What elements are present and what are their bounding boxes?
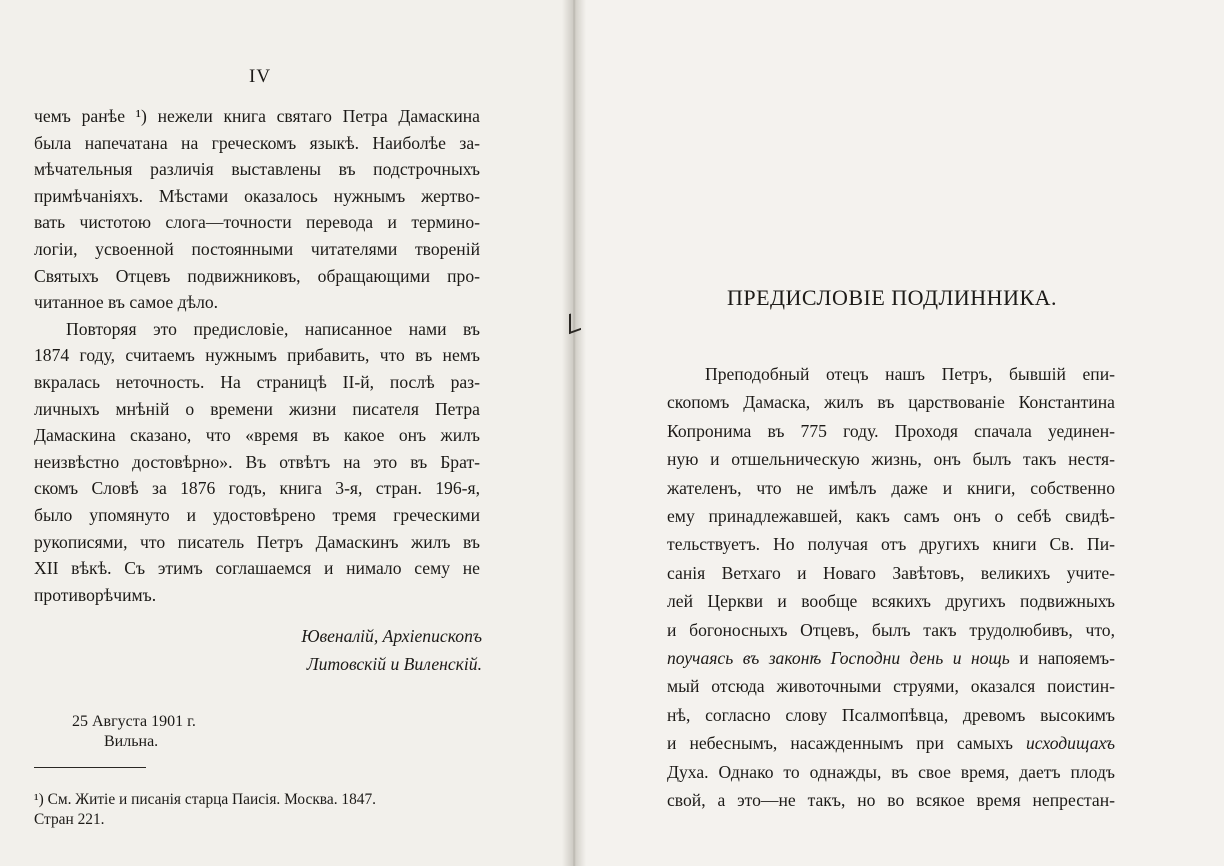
text-line: было упомянуто и удостовѣрено тремя греческими [34, 504, 480, 525]
footnote-text: См. Житіе и писанія старца Паисія. Москва. 1847. [47, 791, 377, 808]
text-line: Дамаскина сказано, что «время въ какое онъ жилъ [34, 425, 480, 446]
text-line: ему принадлежавшей, какъ самъ онъ о себѣ свидѣ- [667, 506, 1115, 527]
text-line: неизвѣстно достовѣрно». Въ отвѣтъ на это въ Брат- [34, 451, 480, 472]
text-line: лей Церкви и вообще всякихъ другихъ подвижныхъ [667, 591, 1115, 612]
text-line: Святыхъ Отцевъ подвижниковъ, обращающими про- [34, 265, 480, 286]
right-body-text [667, 360, 1115, 815]
footnote [34, 790, 484, 830]
signature-block [240, 622, 482, 678]
text-fragment: и напояемъ- [1019, 648, 1115, 669]
text-line: Преподобный отецъ нашъ Петръ, бывшій епи- [705, 364, 1115, 384]
paragraph-1 [34, 103, 480, 316]
text-line: рукописями, что писатель Петръ Дамаскинъ жилъ въ [34, 531, 480, 552]
place-text: Вильна. [104, 733, 159, 750]
text-line: скомъ Словѣ за 1876 годъ, книга 3-я, стран. 196-я, [34, 478, 480, 499]
text-line: тельствуетъ. Но получая отъ другихъ книги Св. Пи- [667, 534, 1115, 555]
text-line: примѣчаніяхъ. Мѣстами оказалось нужнымъ жертво- [34, 185, 480, 206]
text-line [667, 644, 1115, 672]
footnote-marker: ¹) [34, 791, 44, 808]
text-fragment: и небеснымъ, насажденнымъ при самыхъ [667, 733, 1013, 754]
text-line: Копронима въ 775 году. Проходя спачала уединен- [667, 420, 1115, 441]
text-line: вать чистотою слога—точности перевода и термино- [34, 212, 480, 233]
footnote-line [34, 790, 484, 810]
text-line: санія Ветхаго и Новаго Завѣтовъ, великихъ учите- [667, 562, 1115, 583]
text-line: XII вѣкѣ. Съ этимъ соглашаемся и нимало сему не [34, 558, 480, 579]
text-line: противорѣчимъ. [34, 584, 157, 605]
text-line: жателенъ, что не имѣлъ даже и книги, собственно [667, 477, 1115, 498]
signature-line: Литовскій и Виленскій. [306, 654, 482, 674]
text-line: вкралась неточность. На страницѣ II-й, послѣ раз- [34, 371, 480, 392]
text-line: читанное въ самое дѣло. [34, 292, 219, 313]
italic-word: исходищахъ [1025, 733, 1115, 754]
text-line: чемъ ранѣе ¹) нежели книга святаго Петра Дамаскина [34, 106, 480, 126]
footnote-rule [34, 767, 146, 768]
text-line: Повторяя это предисловіе, написанное нами въ [66, 318, 480, 339]
text-line: ную и отшельническую жизнь, онъ былъ такъ нестя- [667, 449, 1115, 470]
left-body-text [34, 103, 480, 608]
paragraph-2 [34, 316, 480, 609]
text-line: нѣ, согласно слову Псалмопѣвца, древомъ высокимъ [667, 704, 1115, 725]
text-line: Духа. Однако то однажды, въ свое время, даетъ плодъ [667, 761, 1115, 782]
date-text: 25 Августа 1901 г. [72, 713, 196, 730]
text-line: свой, а это—не такъ, но во всякое время непрестан- [667, 790, 1115, 811]
section-heading: ПРЕДИСЛОВІЕ ПОДЛИННИКА. [726, 285, 1058, 310]
book-gutter [562, 0, 586, 866]
text-line: 1874 году, считаемъ нужнымъ прибавить, что въ немъ [34, 345, 480, 366]
text-line: скопомъ Дамаска, жилъ въ царствованіе Константина [667, 392, 1115, 413]
text-line: была напечатана на греческомъ языкѣ. Наиболѣе за- [34, 132, 480, 153]
text-line: мѣчательныя различія выставлены въ подстрочныхъ [34, 159, 480, 180]
text-line: и богоносныхъ Отцевъ, былъ такъ трудолюбивъ, что, [667, 619, 1115, 640]
text-line: мый отсюда животочными струями, оказался поистин- [667, 676, 1115, 697]
italic-quote: поучаясь въ законѣ Господни день и нощь [667, 648, 1010, 669]
page-number: IV [249, 66, 272, 87]
text-line: логіи, усвоенной постоянными читателями твореній [34, 238, 480, 259]
signature-line: Ювеналій, Архіепископъ [301, 626, 482, 646]
text-line: личныхъ мнѣній о времени жизни писателя Петра [34, 398, 480, 419]
footnote-line: Стран 221. [34, 811, 105, 828]
text-line [667, 729, 1115, 757]
date-block [72, 712, 196, 752]
